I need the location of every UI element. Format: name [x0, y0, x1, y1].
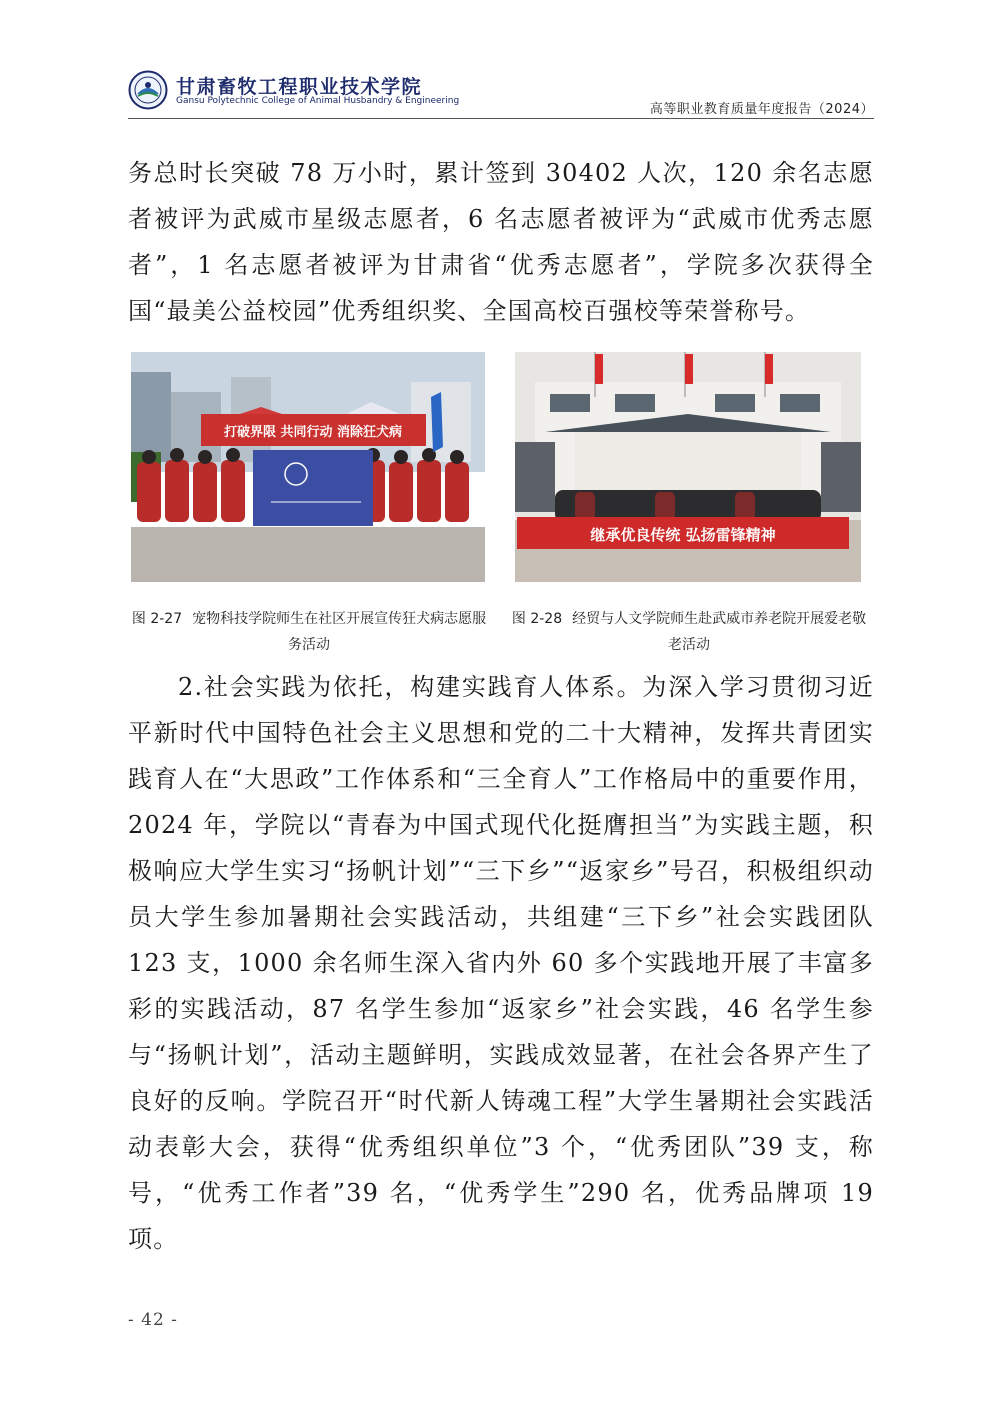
- page-number: - 42 -: [128, 1310, 178, 1330]
- figure-caption-text: 经贸与人文学院师生赴武威市养老院开展爱老敬老活动: [572, 611, 867, 653]
- banner-text-2: 继承优良传统 弘扬雷锋精神: [590, 526, 776, 544]
- school-name-en: Gansu Polytechnic College of Animal Husbandry & Engineering: [176, 96, 460, 106]
- figure-label: 图 2-27: [131, 611, 183, 627]
- school-logo-icon: [128, 70, 168, 110]
- header-divider: [128, 118, 874, 119]
- figure-2-27-photo: [131, 352, 485, 582]
- body-paragraph-2: 2.社会实践为依托，构建实践育人体系。为深入学习贯彻习近平新时代中国特色社会主义思想和党的二十大精神，发挥共青团实践育人在“大思政”工作体系和“三全育人”工作格局中的重要作用，2024 年，学院以“青春为中国式现代化挺膺担当”为实践主题，积极响应大学生实习“扬帆计划”“三下乡”“返家乡”号召，积极组织动员大学生参加暑期社会实践活动，共组建“三下乡”社会实践团队 123 支，1000 余名师生深入省内外 60 多个实践地开展了丰富多彩的实践活动，87 名学生参加“返家乡”社会实践，46 名学生参与“扬帆计划”，活动主题鲜明，实践成效显著，在社会各界产生了良好的反响。学院召开“时代新人铸魂工程”大学生暑期社会实践活动表彰大会，获得“优秀组织单位”3 个，“优秀团队”39 支，称号，“优秀工作者”39 名，“优秀学生”290 名，优秀品牌项 19 项。: [128, 673, 874, 1253]
- body-paragraph-1: 务总时长突破 78 万小时，累计签到 30402 人次，120 余名志愿者被评为武威市星级志愿者，6 名志愿者被评为“武威市优秀志愿者”，1 名志愿者被评为甘肃省“优秀志愿者”，学院多次获得全国“最美公益校园”优秀组织奖、全国高校百强校等荣誉称号。: [128, 159, 874, 325]
- banner-text-1: 打破界限 共同行动 消除狂犬病: [223, 425, 403, 440]
- school-name-cn: 甘肃畜牧工程职业技术学院: [176, 76, 423, 98]
- figure-2-28-caption: [510, 606, 868, 658]
- figure-2-28-photo: [515, 352, 861, 582]
- report-title: 高等职业教育质量年度报告（2024）: [649, 102, 874, 117]
- figure-label: 图 2-28: [511, 611, 563, 627]
- page-header: [128, 66, 874, 118]
- figure-2-27-caption: [126, 606, 492, 658]
- figure-caption-text: 宠物科技学院师生在社区开展宣传狂犬病志愿服务活动: [192, 611, 487, 653]
